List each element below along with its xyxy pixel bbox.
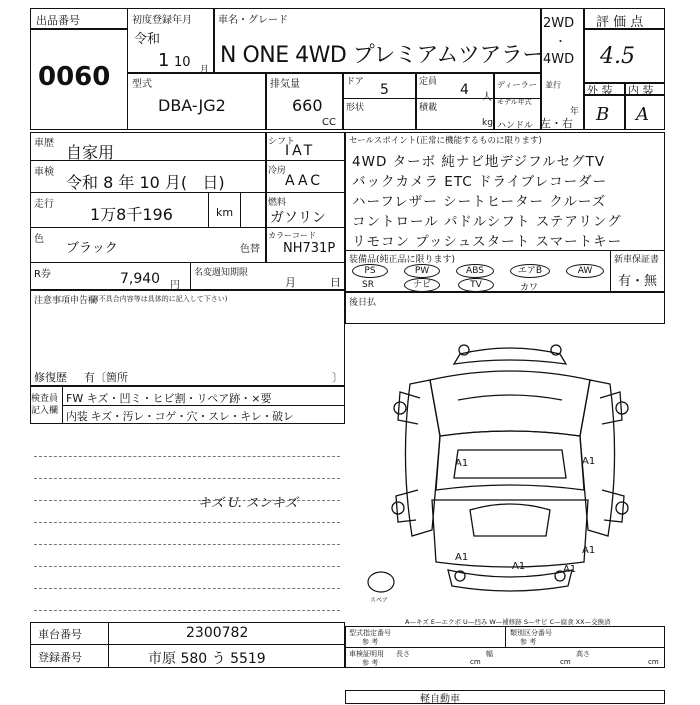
model-label: 車名・グレード (218, 15, 288, 26)
sales-line-5: リモコン プッシュスタート スマートキー (352, 234, 623, 250)
dealer-label: ディーラー・並行 (497, 81, 562, 91)
width-label: 幅 (486, 650, 493, 658)
type-cert-label: 型式指定番号 (349, 629, 391, 637)
spare-label: スペア (370, 597, 389, 604)
class-label: 類別区分番号 (510, 629, 552, 637)
damage-mark-1: A1 (455, 458, 469, 469)
interior-label: 内 装 (628, 84, 654, 97)
equip-pw: PW (404, 264, 440, 278)
inspector-label: 検査員記入欄 (31, 394, 59, 416)
equip-leather: カワ (520, 283, 539, 293)
length-label: 長さ (396, 650, 410, 658)
width-cm: cm (560, 658, 571, 666)
handle-value: 左・右 (540, 117, 573, 130)
chassis-label: 車台番号 (38, 628, 82, 641)
plate-label: 登録番号 (38, 651, 82, 664)
exterior-grade: B (596, 104, 610, 125)
sales-points-label: セールスポイント(正常に機能するものに限ります) (349, 136, 542, 146)
displacement-label: 排気量 (270, 79, 300, 90)
after-payment-label: 後日払 (349, 298, 377, 308)
doors-label: ドア (346, 77, 364, 87)
era: 令和 (134, 32, 161, 47)
length-cm: cm (470, 658, 481, 666)
year-unit: 年 (570, 107, 580, 117)
ac-value: AAC (285, 173, 324, 189)
equip-airbag: エアB (510, 264, 550, 278)
handle-label: ハンドル (497, 121, 534, 131)
drive-2wd: 2WD (543, 16, 575, 31)
type-cert-ref: 参 考 (362, 638, 379, 646)
month-unit: 月 (200, 65, 210, 75)
inspection-value: 令和 8 年 10 月( 日) (66, 173, 225, 192)
reg-month: 10 (174, 55, 191, 70)
equip-aw: AW (566, 264, 604, 278)
sales-line-3: ハーフレザー シートヒーター クルーズ (352, 194, 607, 210)
damage-mark-3: A1 (455, 552, 469, 563)
equipment-label: 装備品(純正品に限ります) (349, 255, 456, 265)
equip-ps: PS (352, 264, 388, 278)
warranty-value: 有・無 (618, 274, 658, 289)
footer-box (345, 690, 665, 704)
inspector-row-1: FW キズ・凹ミ・ヒビ割・リペア跡・×要 (66, 392, 272, 405)
reg-year: 1 (158, 50, 170, 71)
load-label: 積載 (419, 103, 438, 113)
repair-value: 有〔箇所 (84, 371, 128, 384)
plate-number: 市原 580 う 5519 (148, 651, 266, 667)
notes-sublabel: (不具合内容等は具体的に記入して下さい) (96, 295, 228, 303)
score-value: 4.5 (600, 44, 635, 69)
lot-label: 出品番号 (36, 14, 80, 27)
month-unit-2: 月 (285, 276, 296, 289)
day-unit: 日 (330, 276, 341, 289)
class-ref: 参 考 (520, 638, 537, 646)
shape-label: 形状 (346, 103, 365, 113)
car-name: N ONE 4WD プレミアムツアラー (220, 43, 544, 68)
km-unit: km (216, 206, 234, 219)
first-reg-label: 初度登録年月 (132, 15, 192, 26)
notes-label: 注意事項申告欄 (34, 296, 98, 306)
displacement: 660 (292, 96, 323, 115)
cert-ref: 参 考 (362, 659, 379, 667)
interior-grade: A (636, 104, 649, 125)
fuel-value: ガソリン (270, 210, 326, 226)
sales-line-1: 4WD ターボ 純ナビ地デジフルセグTV (352, 154, 606, 170)
history-value: 自家用 (66, 143, 115, 162)
person-unit: 人 (482, 92, 492, 103)
handwritten-note: キズ U. スンキズ (198, 496, 298, 511)
shift-value: IAT (285, 143, 316, 159)
equip-sr: SR (362, 280, 374, 290)
history-label: 車歴 (34, 138, 54, 149)
cert-label: 車検証明用 (349, 650, 384, 658)
damage-mark-4: A1 (512, 561, 526, 572)
car-diagram (360, 340, 660, 600)
spare-tire-icon (366, 570, 396, 594)
fuel-label: 燃料 (268, 198, 287, 208)
color-label: 色 (34, 234, 44, 245)
equip-tv: TV (458, 278, 494, 292)
footer-label: 軽自動車 (420, 694, 460, 705)
warranty-label: 新車保証書 (614, 255, 660, 265)
height-label: 高さ (576, 650, 590, 658)
tax-label: 名変週知期限 (194, 268, 249, 278)
recycle-label: R券 (34, 269, 51, 280)
inspection-label: 車検 (34, 167, 54, 178)
mileage-label: 走行 (34, 199, 54, 210)
repair-close: 〕 (332, 371, 343, 384)
damage-mark-6: A1 (582, 545, 596, 556)
drive-dot: ・ (555, 35, 566, 48)
seats: 4 (460, 82, 469, 98)
lot-number: 0060 (38, 62, 111, 92)
equip-abs: ABS (456, 264, 494, 278)
damage-mark-2: A1 (582, 456, 596, 467)
damage-legend: A—キズ E—エクボ U—凹み W—補修跡 S—サビ C—腐食 XX—交換済 (405, 618, 611, 626)
chassis-number: 2300782 (186, 625, 249, 641)
repair-label: 修復歴 (34, 371, 67, 384)
model-year-label: モデル年式 (497, 98, 532, 106)
color-code-label: カラーコード (268, 231, 316, 240)
color-code: NH731P (283, 241, 336, 256)
sales-line-2: バックカメラ ETC ドライブレコーダー (352, 174, 608, 190)
recycle-value: 7,940 (120, 271, 161, 287)
cc-unit: CC (322, 117, 336, 128)
ac-label: 冷房 (268, 166, 287, 176)
color-change-label: 色替 (240, 244, 260, 255)
equip-navi: ナビ (404, 278, 440, 292)
sales-line-4: コントロール パドルシフト ステアリング (352, 214, 622, 230)
inspector-row-2: 内装 キズ・汚レ・コゲ・穴・スレ・キレ・破レ (66, 410, 294, 423)
yen-unit: 円 (170, 280, 180, 291)
height-cm: cm (648, 658, 659, 666)
doors: 5 (380, 82, 389, 98)
type-label: 型式 (132, 79, 152, 90)
damage-mark-5: A1 (563, 564, 577, 575)
seats-label: 定員 (419, 77, 438, 87)
kg-unit: kg (482, 118, 493, 128)
mileage-value: 1万8千196 (90, 205, 173, 224)
shift-label: シフト (268, 137, 296, 147)
color-value: ブラック (66, 241, 118, 256)
drive-4wd: 4WD (543, 52, 575, 67)
after-payment-box (345, 292, 665, 324)
exterior-label: 外 装 (587, 84, 613, 97)
score-label: 評 価 点 (596, 15, 644, 30)
type-code: DBA-JG2 (158, 96, 226, 115)
